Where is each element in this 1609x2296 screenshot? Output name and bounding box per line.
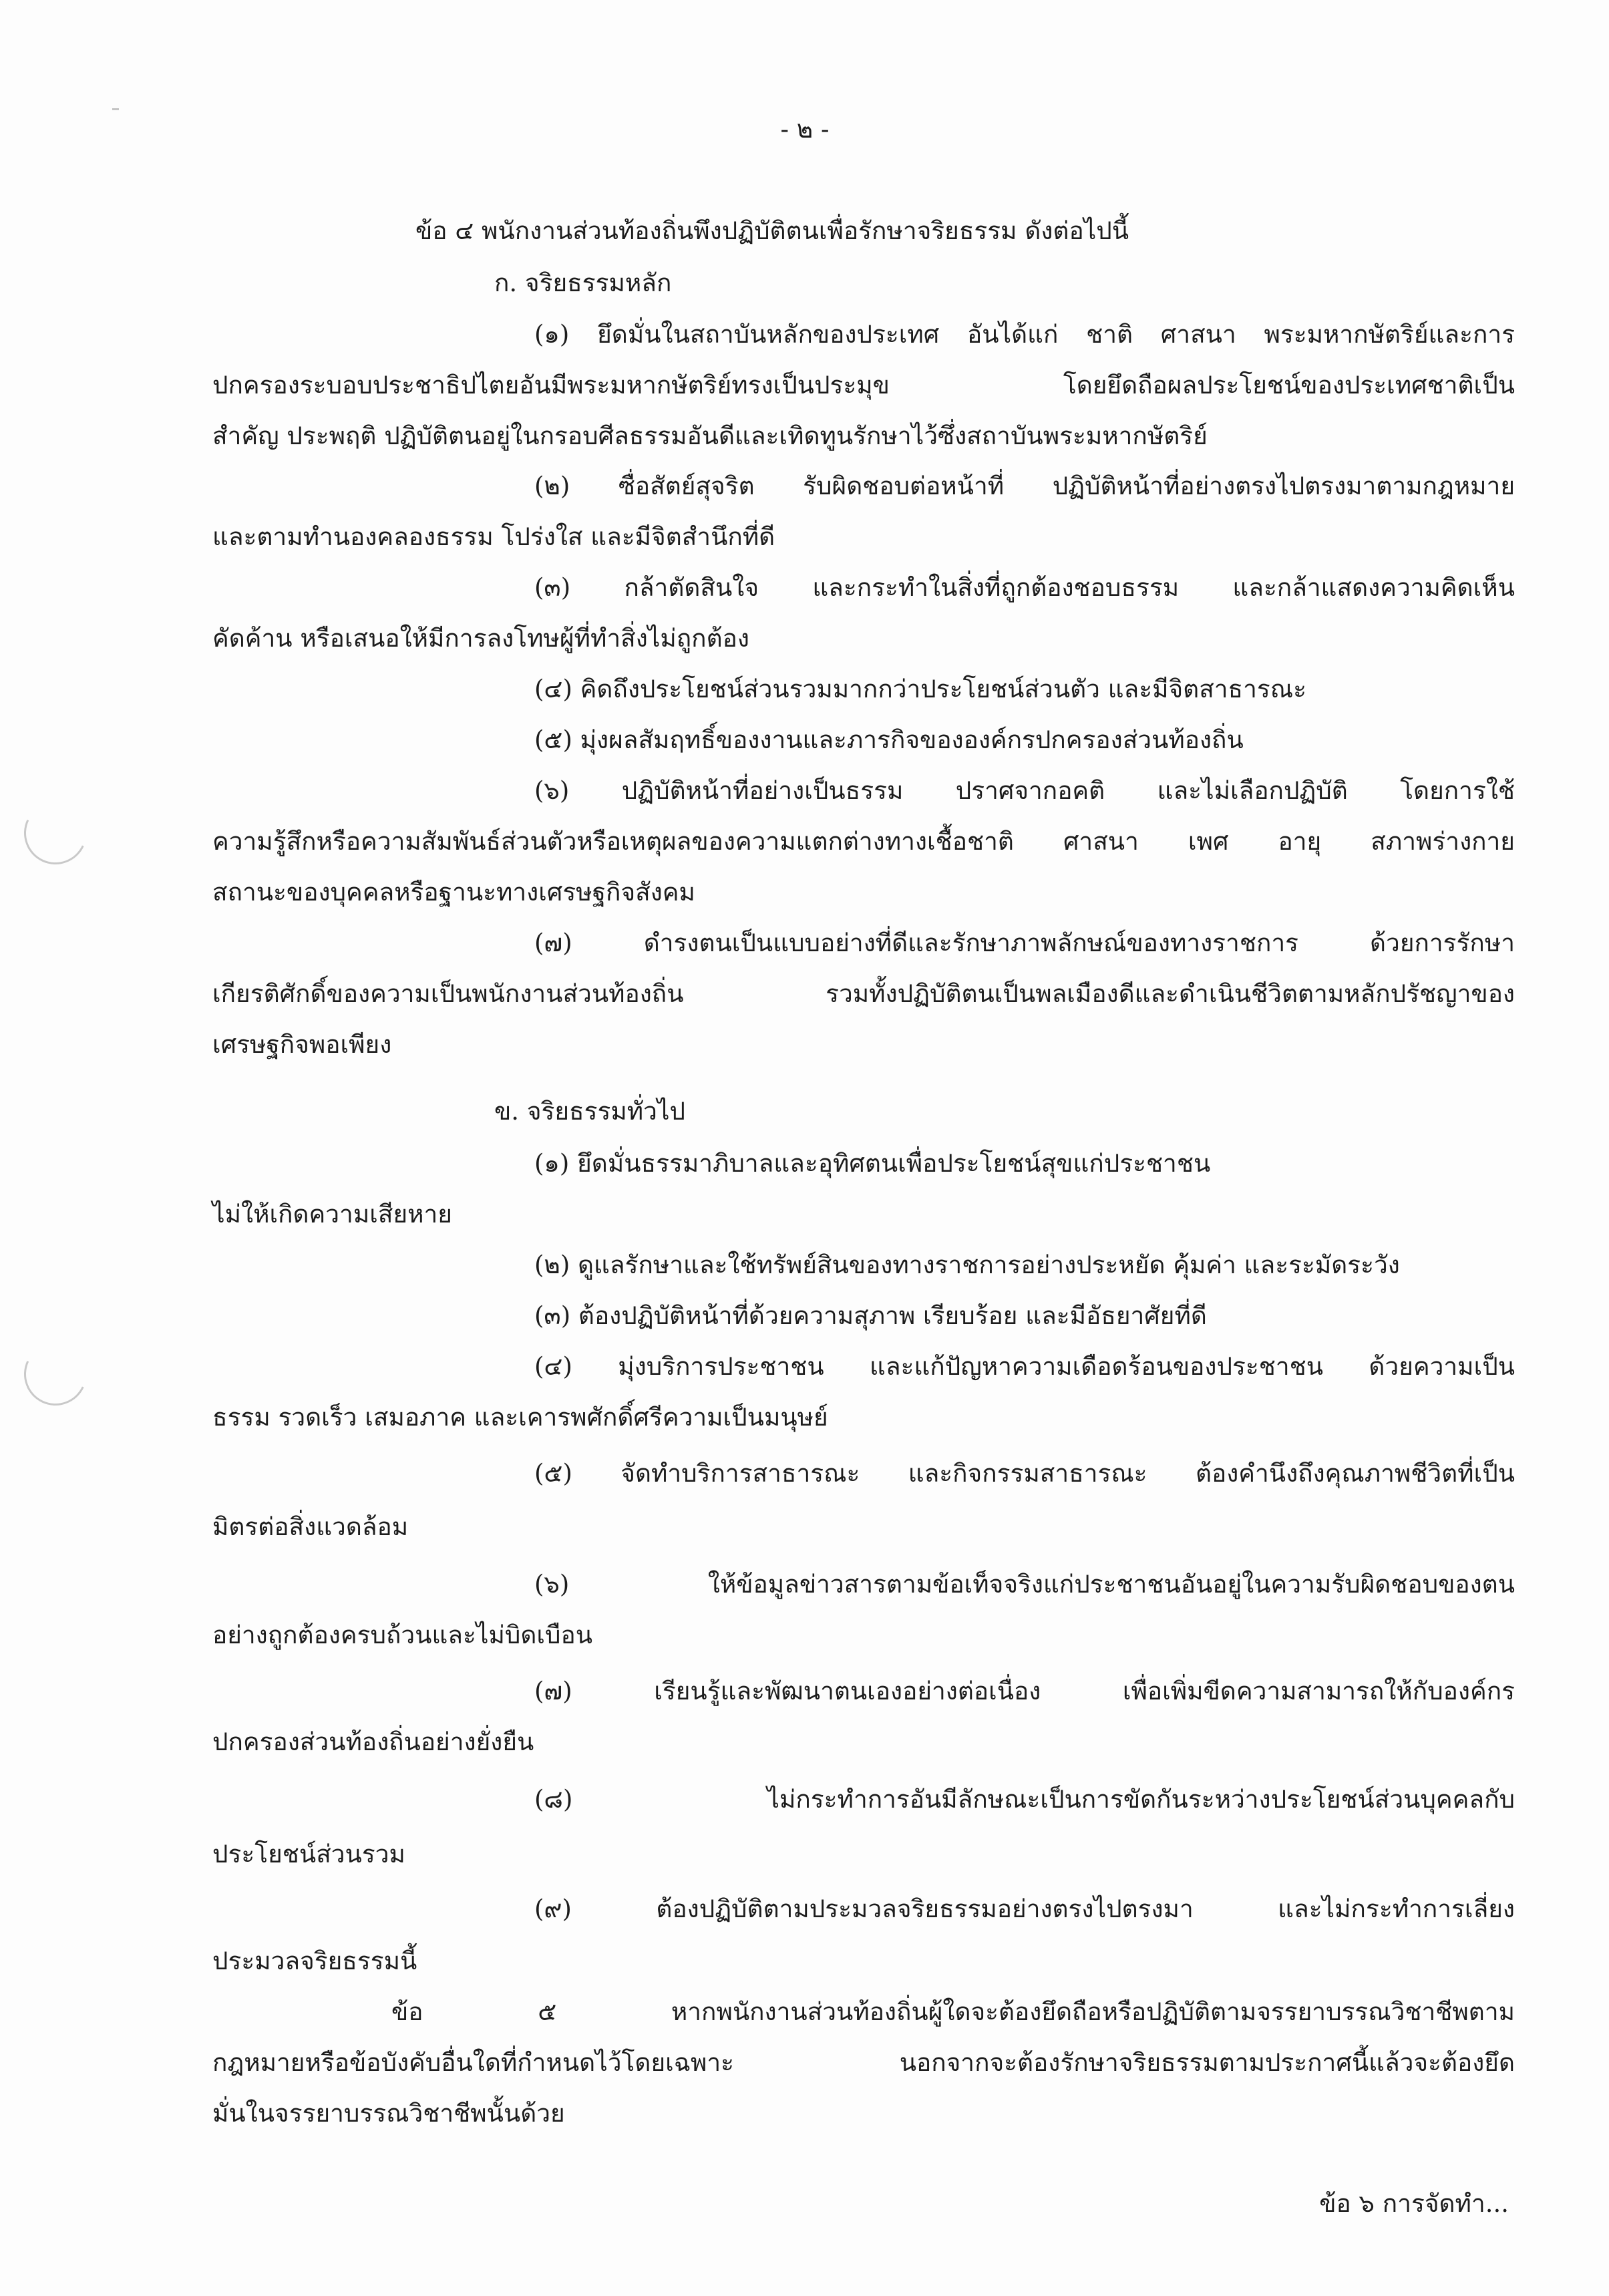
item-a5: (๕) มุ่งผลสัมฤทธิ์ของงานและภารกิจขององค์กรปกครองส่วนท้องถิ่น xyxy=(534,725,1244,754)
item-a1-line2: ปกครองระบอบประชาธิปไตยอันมีพระมหากษัตริย์ทรงเป็นประมุข โดยยึดถือผลประโยชน์ของประเทศชาติเป็น xyxy=(212,371,1515,399)
item-b1-line1: (๑) ยึดมั่นธรรมาภิบาลและอุทิศตนเพื่อประโยชน์สุขแก่ประชาชน xyxy=(534,1149,1211,1178)
clause-5-line3: มั่นในจรรยาบรรณวิชาชีพนั้นด้วย xyxy=(212,2099,565,2128)
page-number: - ๒ - xyxy=(780,115,830,144)
item-a6-line3: สถานะของบุคคลหรือฐานะทางเศรษฐกิจสังคม xyxy=(212,878,695,907)
item-b5-line2: มิตรต่อสิ่งแวดล้อม xyxy=(212,1512,409,1541)
item-a3-line1: (๓) กล้าตัดสินใจ และกระทำในสิ่งที่ถูกต้องชอบธรรม และกล้าแสดงความคิดเห็น xyxy=(534,573,1515,602)
item-a6-line1: (๖) ปฏิบัติหน้าที่อย่างเป็นธรรม ปราศจากอคติ และไม่เลือกปฏิบัติ โดยการใช้ xyxy=(534,776,1515,805)
item-b9-line1: (๙) ต้องปฏิบัติตามประมวลจริยธรรมอย่างตรงไปตรงมา และไม่กระทำการเลี่ยง xyxy=(534,1895,1515,1923)
section-b-heading: ข. จริยธรรมทั่วไป xyxy=(494,1097,686,1126)
scan-speck xyxy=(112,108,119,110)
item-b2: (๒) ดูแลรักษาและใช้ทรัพย์สินของทางราชการอย่างประหยัด คุ้มค่า และระมัดระวัง xyxy=(534,1251,1400,1279)
item-b9-line2: ประมวลจริยธรรมนี้ xyxy=(212,1947,417,1975)
item-a7-line1: (๗) ดำรงตนเป็นแบบอย่างที่ดีและรักษาภาพลักษณ์ของทางราชการ ด้วยการรักษา xyxy=(534,929,1515,957)
item-b4-line1: (๔) มุ่งบริการประชาชน และแก้ปัญหาความเดือดร้อนของประชาชน ด้วยความเป็น xyxy=(534,1352,1515,1381)
punch-hole-mark-lower xyxy=(15,1334,96,1414)
item-b6-line2: อย่างถูกต้องครบถ้วนและไม่บิดเบือน xyxy=(212,1621,593,1649)
clause-4-heading: ข้อ ๔ พนักงานส่วนท้องถิ่นพึงปฏิบัติตนเพื่อรักษาจริยธรรม ดังต่อไปนี้ xyxy=(415,216,1129,245)
item-a1-line1: (๑) ยึดมั่นในสถาบันหลักของประเทศ อันได้แก่ ชาติ ศาสนา พระมหากษัตริย์และการ xyxy=(534,320,1515,349)
clause-5-line2: กฎหมายหรือข้อบังคับอื่นใดที่กำหนดไว้โดยเฉพาะ นอกจากจะต้องรักษาจริยธรรมตามประกาศนี้แล้วจะต้องยึด xyxy=(212,2048,1515,2077)
item-a3-line2: คัดค้าน หรือเสนอให้มีการลงโทษผู้ที่ทำสิ่งไม่ถูกต้อง xyxy=(212,624,749,653)
item-b7-line1: (๗) เรียนรู้และพัฒนาตนเองอย่างต่อเนื่อง เพื่อเพิ่มขีดความสามารถให้กับองค์กร xyxy=(534,1677,1515,1705)
item-a6-line2: ความรู้สึกหรือความสัมพันธ์ส่วนตัวหรือเหตุผลของความแตกต่างทางเชื้อชาติ ศาสนา เพศ อายุ สภาพร่างกาย xyxy=(212,827,1515,856)
item-a7-line2: เกียรติศักดิ์ของความเป็นพนักงานส่วนท้องถิ่น รวมทั้งปฏิบัติตนเป็นพลเมืองดีและดำเนินชีวิตตามหลักปรัชญาของ xyxy=(212,979,1515,1008)
item-b5-line1: (๕) จัดทำบริการสาธารณะ และกิจกรรมสาธารณะ ต้องคำนึงถึงคุณภาพชีวิตที่เป็น xyxy=(534,1459,1515,1488)
section-a-heading: ก. จริยธรรมหลัก xyxy=(494,269,672,297)
item-b3: (๓) ต้องปฏิบัติหน้าที่ด้วยความสุภาพ เรียบร้อย และมีอัธยาศัยที่ดี xyxy=(534,1301,1207,1330)
item-b7-line2: ปกครองส่วนท้องถิ่นอย่างยั่งยืน xyxy=(212,1728,534,1756)
item-a2-line2: และตามทำนองคลองธรรม โปร่งใส และมีจิตสำนึกที่ดี xyxy=(212,522,775,551)
item-b4-line2: ธรรม รวดเร็ว เสมอภาค และเคารพศักดิ์ศรีความเป็นมนุษย์ xyxy=(212,1403,828,1432)
item-a2-line1: (๒) ซื่อสัตย์สุจริต รับผิดชอบต่อหน้าที่ ปฏิบัติหน้าที่อย่างตรงไปตรงมาตามกฎหมาย xyxy=(534,472,1515,500)
item-b8-line1: (๘) ไม่กระทำการอันมีลักษณะเป็นการขัดกันระหว่างประโยชน์ส่วนบุคคลกับ xyxy=(534,1785,1515,1814)
continuation-footer: ข้อ ๖ การจัดทำ... xyxy=(1319,2189,1509,2218)
item-a1-line3: สำคัญ ประพฤติ ปฏิบัติตนอยู่ในกรอบศีลธรรมอันดีและเทิดทูนรักษาไว้ซึ่งสถาบันพระมหากษัตริย์ xyxy=(212,422,1208,450)
item-b6-line1: (๖) ให้ข้อมูลข่าวสารตามข้อเท็จจริงแก่ประชาชนอันอยู่ในความรับผิดชอบของตน xyxy=(534,1570,1515,1599)
clause-5-line1: ข้อ ๕ หากพนักงานส่วนท้องถิ่นผู้ใดจะต้องยึดถือหรือปฏิบัติตามจรรยาบรรณวิชาชีพตาม xyxy=(391,1997,1515,2026)
item-a4: (๔) คิดถึงประโยชน์ส่วนรวมมากกว่าประโยชน์ส่วนตัว และมีจิตสาธารณะ xyxy=(534,675,1306,703)
punch-hole-mark-upper xyxy=(15,793,96,873)
item-a7-line3: เศรษฐกิจพอเพียง xyxy=(212,1030,392,1059)
item-b8-line2: ประโยชน์ส่วนรวม xyxy=(212,1840,405,1868)
item-b1-line2: ไม่ให้เกิดความเสียหาย xyxy=(212,1200,452,1228)
